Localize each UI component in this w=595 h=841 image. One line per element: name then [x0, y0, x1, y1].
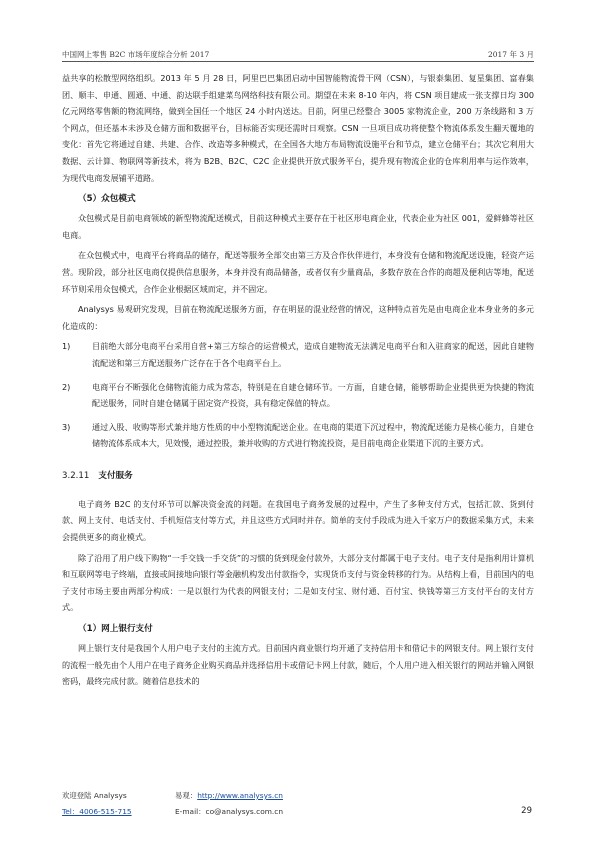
- subheading-online-banking: （1）网上银行支付: [78, 624, 153, 635]
- list-item-text: 目前绝大部分电商平台采用自营+第三方综合的运营模式，造成自建物流无法满足电商平台和入驻商家的配送，因此自建物流配送和第三方配送服务广泛存在于各个电商平台上。: [92, 341, 534, 368]
- list-item-number: 2): [62, 381, 71, 392]
- paragraph-payment-intro: 电子商务 B2C 的支付环节可以解决资金流的问题。在我国电子商务发展的过程中，产生了多种支付方式，包括汇款、货到付款、网上支付、电话支付、手机短信支付等方式，并且这些方式同时并存。简单的支付手段成为进入千家万户的数据采集方式，未来会提供更多的商业模式。: [62, 498, 534, 543]
- list-item-text: 电商平台不断强化仓储物流能力成为常态，特别是在自建仓储环节。一方面，自建仓储，能够帮助企业提供更为快捷的物流配送服务，同时自建仓储属于固定资产投资，具有稳定保值的特点。: [92, 381, 534, 409]
- page-number: 29: [521, 806, 532, 816]
- paragraph-crowdsourcing-detail: 在众包模式中，电商平台将商品的储存，配送等服务全部交由第三方及合作伙伴进行，本身没有仓储和物流配送设施，轻资产运营。现阶段，部分社区电商仅提供信息服务，本身并没有商品储备，或者仅有少量商品，多数存放在合作的商超及便利店等地，配送环节则采用众包模式，合作企业根据区域而定，并不固定。: [62, 250, 534, 294]
- paragraph-crowdsourcing-intro: 众包模式是目前电商领域的新型物流配送模式，目前这种模式主要存在于社区形电商企业，代表企业为社区 001，爱鲜蜂等社区电商。: [62, 213, 534, 240]
- paragraph-csn: 益共享的松散型网络组织。2013 年 5 月 28 日，阿里巴巴集团启动中国智能物流骨干网（CSN），与银泰集团、复星集团、富春集团、顺丰、申通、圆通、中通、韵达联手组建菜鸟网络科技有限公司。期望在未来 8-10 年内，将 CSN 项目建成一张支撑日均 300 亿元网络零售额的物流网络，做到全国任一个地区 24 小时内送达。目前，阿里已经整合 3005 家物流企业，200 万条线路和 3 万个网点，但还基本未涉及仓储方面和数据平台，目标能否实现还需时日观察。CSN 一旦项目成功将使整个物流体系发生翻天覆地的变化：首先它将通过自建、共建、合作、改造等多种模式，在全国各大地方布局物流设施平台和节点，建立仓储平台；其次它利用大数据、云计算、物联网等新技术，将为 B2B、B2C、C2C 企业提供开放式服务平台，提升现有物流企业的仓库利用率与运作效率，为现代电商发展铺平道路。: [62, 73, 534, 183]
- section-title: 支付服务: [98, 470, 133, 481]
- footer-email: E-mail：co@analysys.com.cn: [175, 807, 284, 816]
- paragraph-online-banking: 网上银行支付是我国个人用户电子支付的主流方式。目前国内商业银行均开通了支持信用卡和借记卡的网银支付。网上银行支付的流程一般先由个人用户在电子商务企业购买商品并选择信用卡或借记卡网上付款，随后，个人用户进入相关银行的网站并输入网银密码，最终完成付款。随着信息技术的: [62, 643, 534, 687]
- footer-tel-link[interactable]: Tel：4006-515-715: [62, 807, 132, 816]
- footer-site-label: 易观：: [175, 791, 198, 800]
- page-header: [62, 48, 534, 62]
- list-item: [62, 419, 534, 452]
- list-item-number: 1): [62, 341, 71, 352]
- page-footer: [62, 790, 534, 826]
- section-number: 3.2.11: [62, 470, 90, 481]
- footer-site: [175, 790, 283, 801]
- subheading-crowdsourcing: （5）众包模式: [78, 194, 136, 205]
- footer-site-link[interactable]: http://www.analysys.cn: [197, 791, 283, 800]
- list-item: [62, 379, 534, 412]
- list-item-number: 3): [62, 421, 71, 432]
- footer-welcome: 欢迎登陆 Analysys: [62, 791, 127, 800]
- numbered-list: [62, 338, 534, 452]
- paragraph-analysys-finding: Analysys 易观研究发现，目前在物流配送服务方面，存在明显的混业经营的情况，这种特点首先是由电商企业本身业务的多元化造成的：: [62, 304, 534, 331]
- section-heading-payment: [62, 468, 534, 484]
- header-date: 2017 年 3 月: [487, 50, 534, 59]
- paragraph-electronic-payment: 除了沿用了用户线下购物“一手交钱一手交货”的习惯的货到现金付款外，大部分支付都属于电子支付。电子支付是指利用计算机和互联网等电子终端，直接或间接地向银行等金融机构发出付款指令，实现货币支付与资金转移的行为。从结构上看，目前国内的电子支付市场主要由两部分构成：一是以银行为代表的网银支付；二是如支付宝、财付通、百付宝、快钱等第三方支付平台的支付方式。: [62, 552, 534, 613]
- header-title: 中国网上零售 B2C 市场年度综合分析 2017: [62, 50, 210, 59]
- list-item-text: 通过入股、收购等形式兼并地方性质的中小型物流配送企业。在电商的渠道下沉过程中，物流配送能力是核心能力，自建仓储物流体系成本大，见效慢，通过控股，兼并收购的方式进行物流投资，是目前电商企业渠道下沉的主要方式。: [92, 421, 534, 449]
- document-body: [62, 70, 534, 690]
- list-item: [62, 338, 534, 371]
